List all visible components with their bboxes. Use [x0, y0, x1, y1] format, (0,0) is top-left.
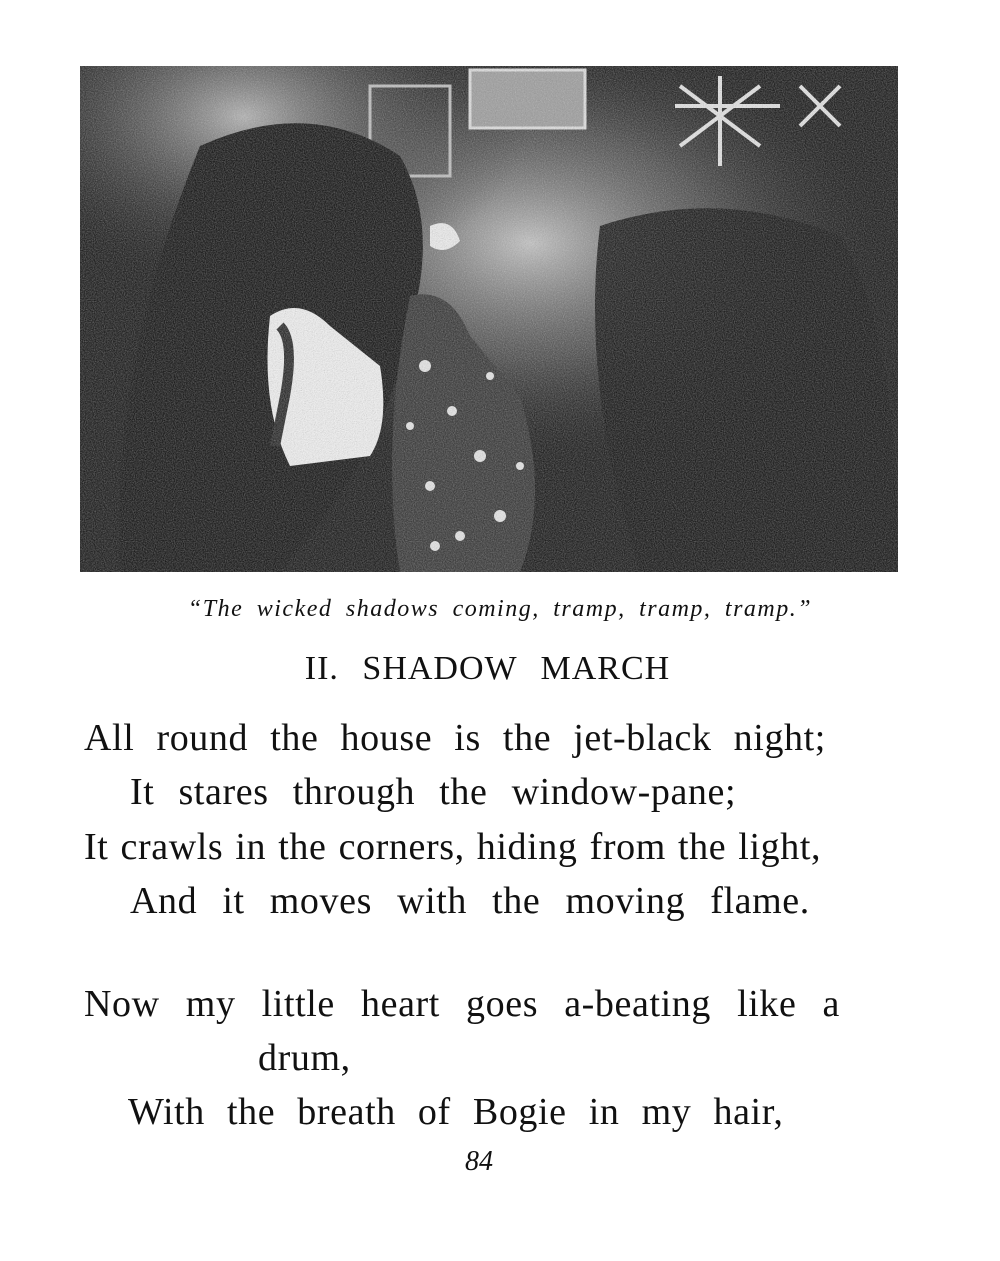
poem-line: Now my little heart goes a-beating like a [84, 983, 841, 1025]
illustration-photo [80, 66, 898, 572]
poem-line: All round the house is the jet-black night; [84, 717, 826, 759]
shadow-scene-image [80, 66, 898, 572]
poem-title: II. SHADOW MARCH [304, 650, 671, 687]
poem-line-continuation: drum, [258, 1037, 351, 1079]
poem-line: And it moves with the moving flame. [130, 880, 810, 922]
poem-line: It crawls in the corners, hiding from the light, [84, 826, 822, 868]
illustration-caption: “The wicked shadows coming, tramp, tramp, tramp.” [187, 596, 813, 622]
poem-line: With the breath of Bogie in my hair, [128, 1091, 784, 1133]
poem-line: It stares through the window-pane; [130, 771, 737, 813]
page-number: 84 [465, 1146, 493, 1177]
